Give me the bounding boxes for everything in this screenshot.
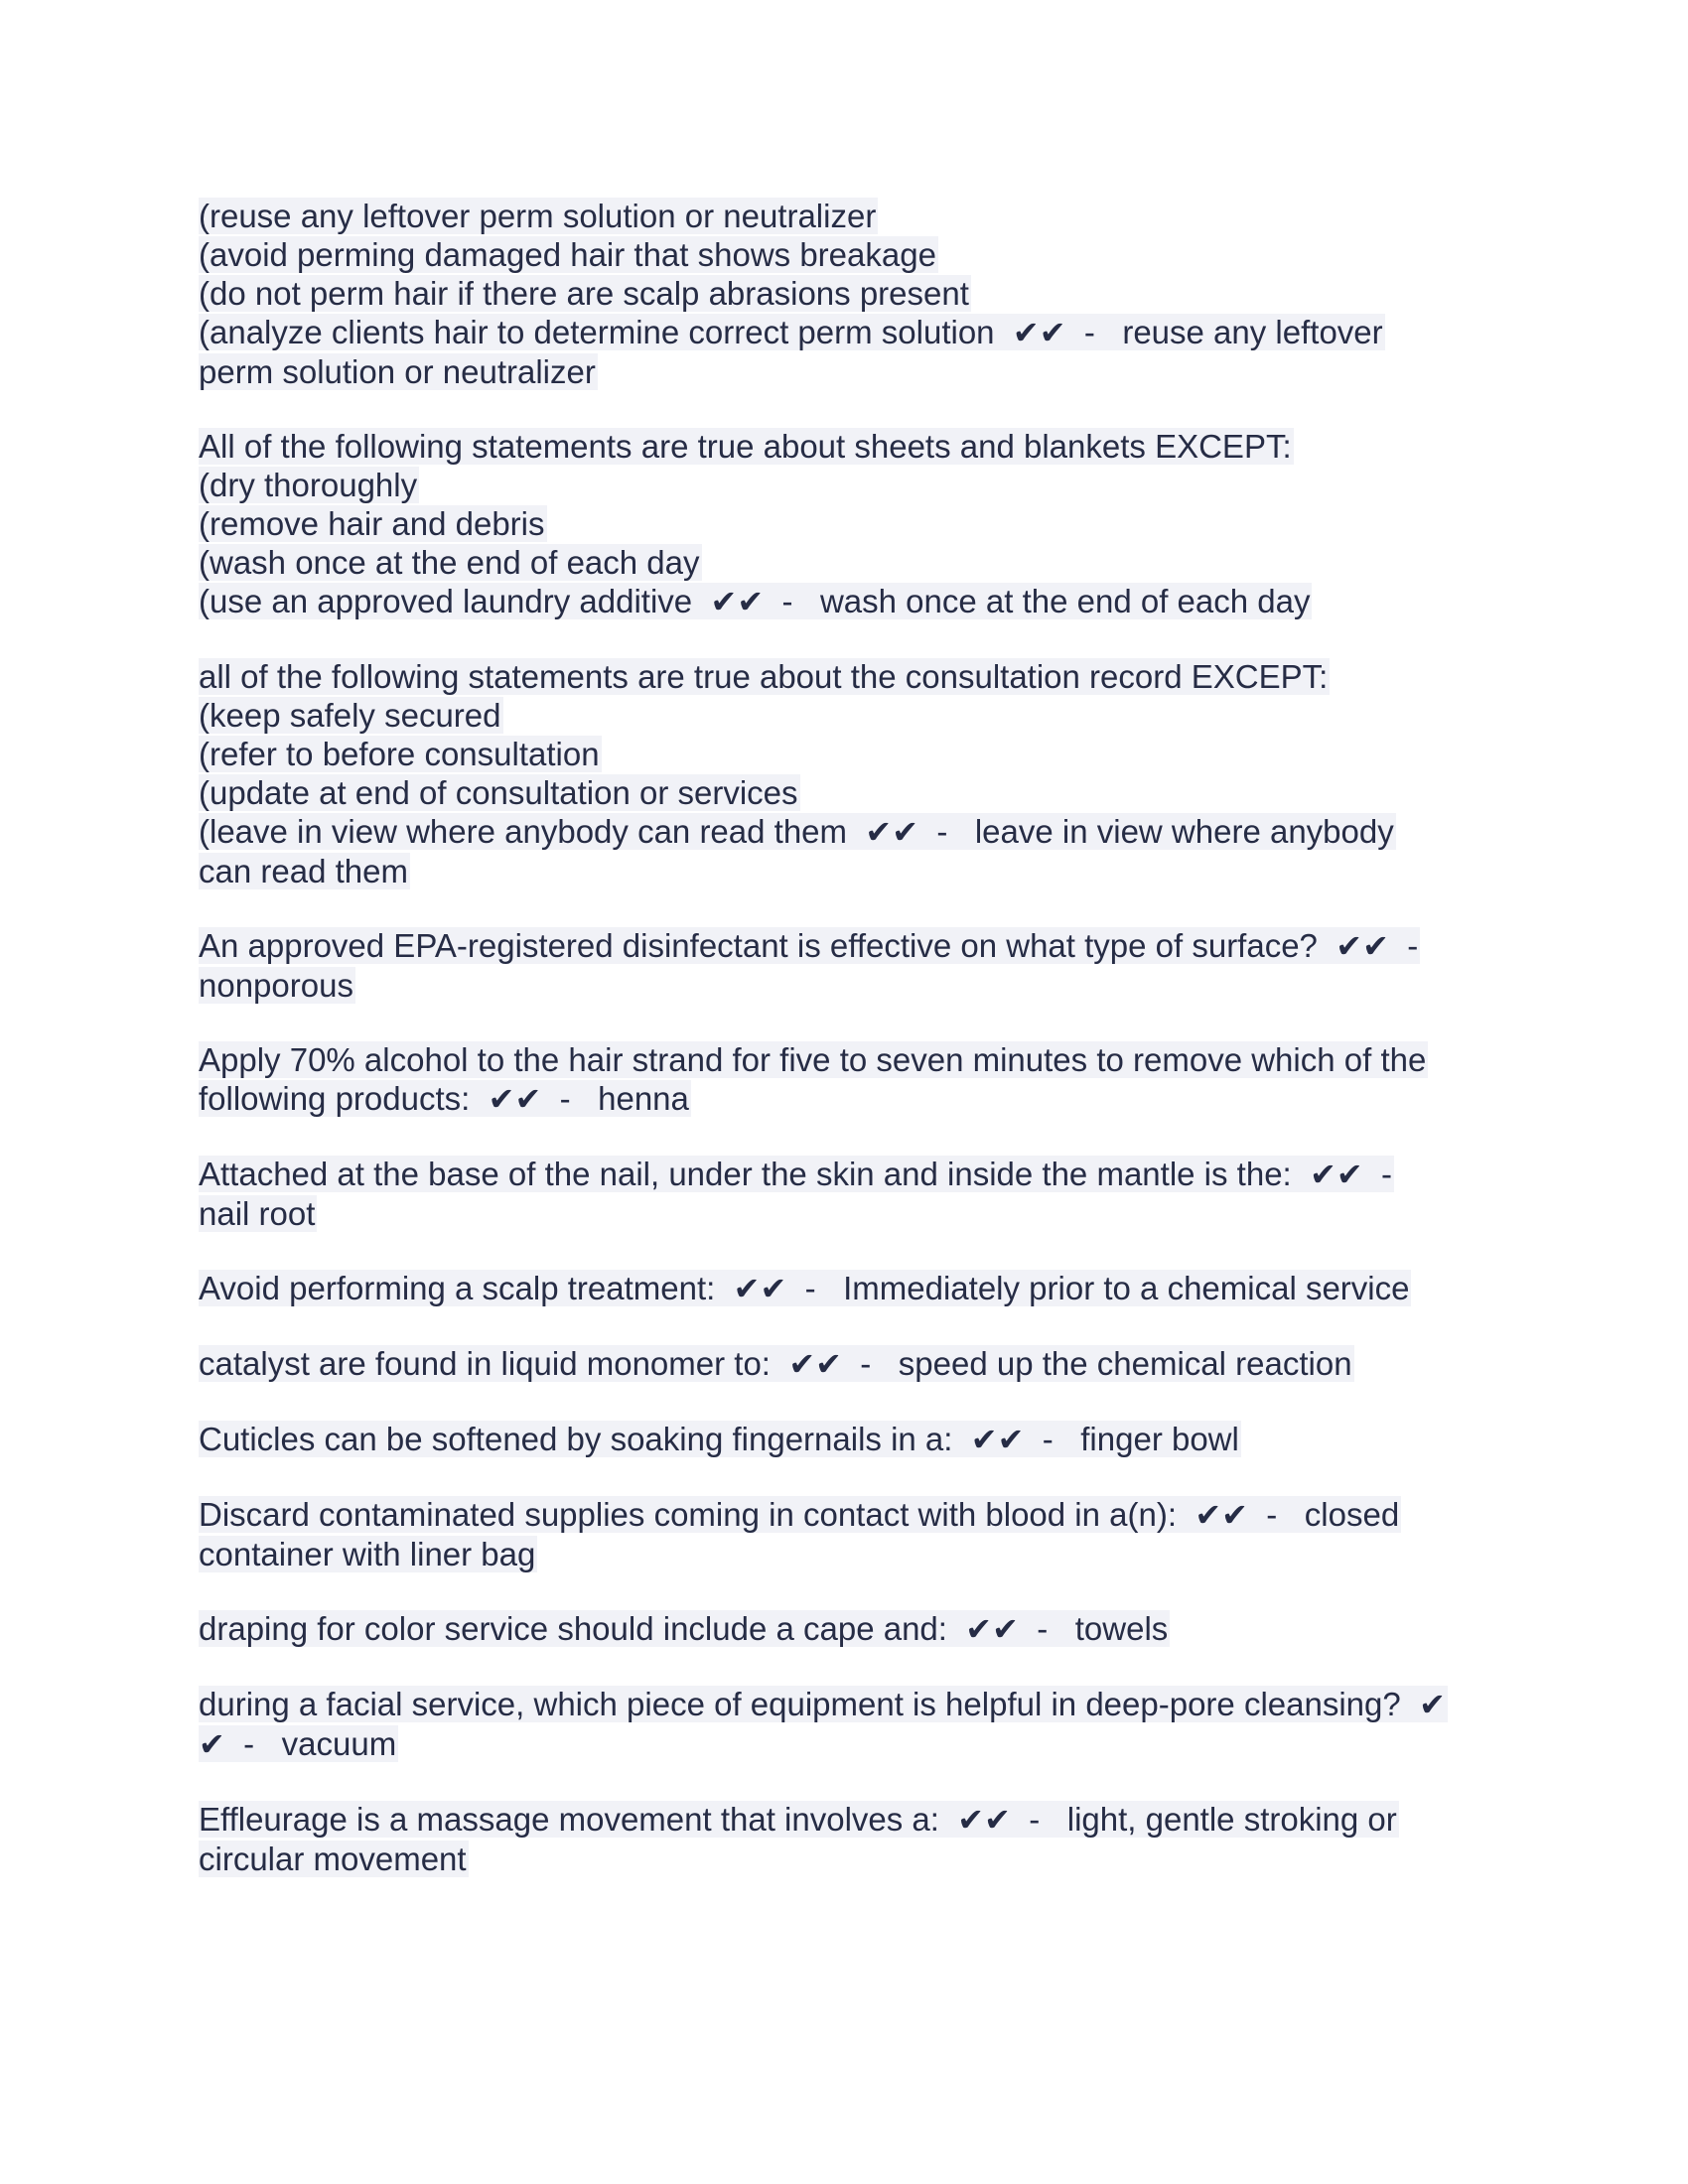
line-text: nail root	[199, 1195, 316, 1232]
highlighted-text	[199, 1156, 1394, 1192]
highlighted-text	[199, 236, 938, 273]
line-text: Cuticles can be softened by soaking fingernails in a:	[199, 1421, 971, 1457]
qa-line	[199, 1535, 1489, 1573]
qa-line	[199, 1724, 1489, 1764]
qa-line	[199, 773, 1489, 812]
qa-block	[199, 926, 1489, 1005]
line-text: - henna	[541, 1080, 689, 1117]
qa-block	[199, 1800, 1489, 1878]
line-text: All of the following statements are true about sheets and blankets EXCEPT:	[199, 428, 1292, 465]
qa-block	[199, 1155, 1489, 1233]
line-text: Apply 70% alcohol to the hair strand for five to seven minutes to remove which of the	[199, 1041, 1427, 1078]
highlighted-text	[199, 583, 1312, 619]
highlighted-text	[199, 198, 878, 234]
line-text: - vacuum	[224, 1725, 397, 1762]
highlighted-text	[199, 428, 1294, 465]
qa-block	[199, 1344, 1489, 1384]
highlighted-text	[199, 1536, 537, 1572]
highlighted-text	[199, 1345, 1354, 1382]
line-text: can read them	[199, 853, 408, 889]
line-text: (refer to before consultation	[199, 736, 600, 772]
line-text: - leave in view where anybody	[918, 813, 1394, 850]
line-text: An approved EPA-registered disinfectant is effective on what type of surface?	[199, 927, 1336, 964]
highlighted-text	[199, 1841, 469, 1877]
highlighted-text	[199, 544, 702, 581]
qa-line	[199, 1420, 1489, 1459]
line-text: - speed up the chemical reaction	[841, 1345, 1352, 1382]
highlighted-text	[199, 658, 1330, 695]
highlighted-text	[199, 1610, 1170, 1647]
qa-line	[199, 696, 1489, 735]
qa-line	[199, 657, 1489, 696]
qa-line	[199, 427, 1489, 466]
qa-line	[199, 1079, 1489, 1119]
qa-line	[199, 1194, 1489, 1233]
qa-block	[199, 657, 1489, 890]
line-text: catalyst are found in liquid monomer to:	[199, 1345, 789, 1382]
line-text: draping for color service should include a cape and:	[199, 1610, 966, 1647]
qa-line	[199, 352, 1489, 391]
line-text: (update at end of consultation or services	[199, 774, 798, 811]
checkmark-icon: ✔✔	[488, 1080, 542, 1118]
line-text: (reuse any leftover perm solution or neutralizer	[199, 198, 877, 234]
line-text: - finger bowl	[1024, 1421, 1239, 1457]
line-text: all of the following statements are true about the consultation record EXCEPT:	[199, 658, 1329, 695]
line-text: - light, gentle stroking or	[1010, 1801, 1397, 1838]
highlighted-text	[199, 1041, 1428, 1078]
line-text: Discard contaminated supplies coming in contact with blood in a(n):	[199, 1496, 1196, 1533]
qa-line	[199, 852, 1489, 890]
qa-block	[199, 1420, 1489, 1459]
qa-content	[199, 197, 1489, 1914]
highlighted-text	[199, 314, 1385, 350]
checkmark-icon: ✔✔	[1012, 314, 1066, 351]
checkmark-icon: ✔✔	[865, 813, 918, 851]
line-text: - wash once at the end of each day	[764, 583, 1311, 619]
qa-line	[199, 582, 1489, 621]
qa-line	[199, 926, 1489, 966]
qa-line	[199, 1040, 1489, 1079]
line-text: -	[1362, 1156, 1393, 1192]
highlighted-text	[199, 967, 355, 1004]
checkmark-icon: ✔✔	[1336, 927, 1389, 965]
highlighted-text	[199, 1801, 1399, 1838]
highlighted-text	[199, 697, 503, 734]
qa-line	[199, 1344, 1489, 1384]
line-text: following products:	[199, 1080, 489, 1117]
qa-block	[199, 197, 1489, 391]
checkmark-icon: ✔✔	[965, 1610, 1019, 1648]
qa-line	[199, 313, 1489, 352]
qa-block	[199, 1685, 1489, 1764]
line-text: - Immediately prior to a chemical service	[786, 1270, 1410, 1306]
qa-block	[199, 1609, 1489, 1649]
line-text: (dry thoroughly	[199, 467, 418, 503]
qa-line	[199, 466, 1489, 504]
line-text: Attached at the base of the nail, under the skin and inside the mantle is the:	[199, 1156, 1311, 1192]
line-text: during a facial service, which piece of equipment is helpful in deep-pore cleansing?	[199, 1686, 1420, 1722]
highlighted-text	[199, 774, 800, 811]
qa-line	[199, 1800, 1489, 1840]
qa-line	[199, 197, 1489, 235]
highlighted-text	[199, 1496, 1401, 1533]
qa-line	[199, 1155, 1489, 1194]
highlighted-text	[199, 853, 410, 889]
line-text: (remove hair and debris	[199, 505, 545, 542]
checkmark-icon: ✔✔	[1310, 1156, 1363, 1193]
highlighted-text	[199, 1686, 1448, 1722]
qa-line	[199, 1840, 1489, 1878]
line-text: (avoid perming damaged hair that shows breakage	[199, 236, 936, 273]
qa-line	[199, 543, 1489, 582]
qa-line	[199, 1609, 1489, 1649]
highlighted-text	[199, 1195, 317, 1232]
line-text: circular movement	[199, 1841, 467, 1877]
line-text: Avoid performing a scalp treatment:	[199, 1270, 734, 1306]
checkmark-icon: ✔✔	[1195, 1496, 1248, 1534]
qa-block	[199, 427, 1489, 621]
highlighted-text	[199, 1421, 1241, 1457]
line-text: Effleurage is a massage movement that involves a:	[199, 1801, 958, 1838]
qa-line	[199, 812, 1489, 852]
line-text: (analyze clients hair to determine correct perm solution	[199, 314, 1013, 350]
highlighted-text	[199, 353, 598, 390]
line-text: (leave in view where anybody can read them	[199, 813, 866, 850]
qa-line	[199, 1269, 1489, 1308]
highlighted-text	[199, 275, 971, 312]
checkmark-icon: ✔✔	[710, 583, 765, 620]
qa-block	[199, 1495, 1489, 1573]
highlighted-text	[199, 505, 547, 542]
line-text: -	[1388, 927, 1419, 964]
line-text: (do not perm hair if there are scalp abrasions present	[199, 275, 969, 312]
highlighted-text	[199, 927, 1420, 964]
checkmark-icon: ✔	[1419, 1686, 1446, 1723]
line-text: - towels	[1018, 1610, 1169, 1647]
qa-block	[199, 1040, 1489, 1119]
line-text: (wash once at the end of each day	[199, 544, 700, 581]
qa-line	[199, 504, 1489, 543]
line-text: (use an approved laundry additive	[199, 583, 711, 619]
line-text: - closed	[1247, 1496, 1400, 1533]
highlighted-text	[199, 736, 602, 772]
highlighted-text	[199, 1080, 691, 1117]
highlighted-text	[199, 467, 419, 503]
line-text: perm solution or neutralizer	[199, 353, 596, 390]
highlighted-text	[199, 1725, 398, 1762]
qa-line	[199, 235, 1489, 274]
qa-line	[199, 735, 1489, 773]
checkmark-icon: ✔	[199, 1725, 225, 1763]
line-text: - reuse any leftover	[1065, 314, 1383, 350]
qa-block	[199, 1269, 1489, 1308]
qa-line	[199, 1685, 1489, 1724]
line-text: nonporous	[199, 967, 353, 1004]
highlighted-text	[199, 1270, 1411, 1306]
checkmark-icon: ✔✔	[957, 1801, 1011, 1839]
qa-line	[199, 966, 1489, 1005]
highlighted-text	[199, 813, 1396, 850]
checkmark-icon: ✔✔	[970, 1421, 1025, 1458]
line-text: container with liner bag	[199, 1536, 536, 1572]
qa-line	[199, 1495, 1489, 1535]
line-text: (keep safely secured	[199, 697, 501, 734]
qa-line	[199, 274, 1489, 313]
checkmark-icon: ✔✔	[788, 1345, 842, 1383]
checkmark-icon: ✔✔	[733, 1270, 787, 1307]
